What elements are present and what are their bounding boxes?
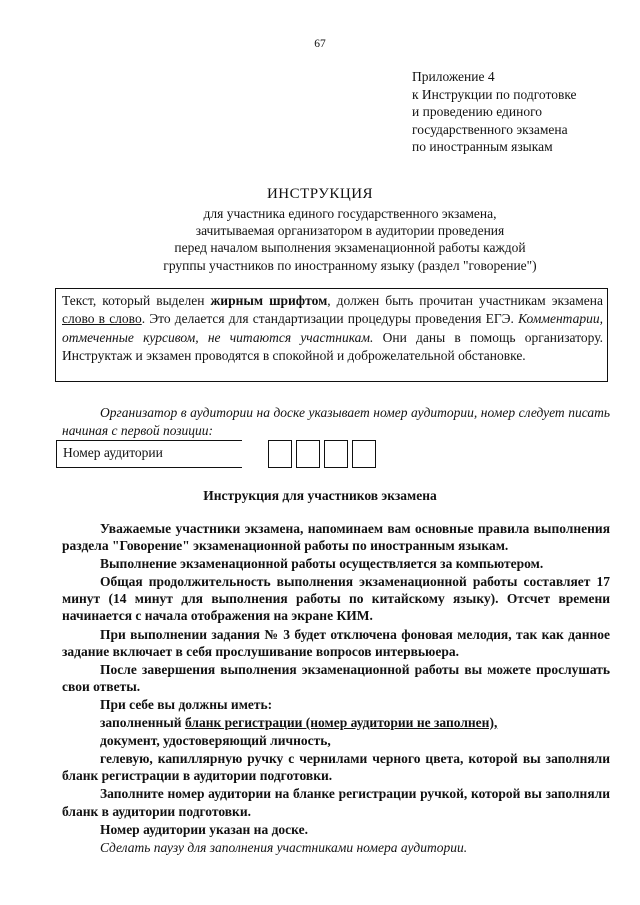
paragraph: документ, удостоверяющий личность, (100, 733, 331, 749)
appendix-line: Приложение 4 (412, 69, 495, 84)
paragraph: После завершения выполнения экзаменационной работы вы можете прослушать свои ответы. (62, 661, 610, 694)
paragraph: При себе вы должны иметь: (100, 696, 273, 712)
notice-bold-text: жирным шрифтом (210, 293, 328, 308)
subtitle-line: для участника единого государственного экзамена, (203, 206, 497, 221)
document-subtitle (90, 205, 610, 274)
appendix-line: государственного экзамена (412, 121, 568, 137)
paragraph: Заполните номер аудитории на бланке регистрации ручкой, которой вы заполняли бланк в аудитории подготовки. (62, 786, 610, 819)
organizer-note: Организатор в аудитории на доске указывает номер аудитории, номер следует писать начиная с первой позиции: (62, 405, 610, 438)
paragraph: Номер аудитории указан на доске. (100, 821, 308, 837)
notice-text: . Это делается для стандартизации процедуры проведения ЕГЭ. (141, 311, 519, 327)
appendix-header (412, 68, 577, 156)
room-number-label: Номер аудитории (56, 440, 242, 468)
paragraph-underlined-text: бланк регистрации (номер аудитории не заполнен), (184, 715, 498, 731)
paragraph (62, 714, 610, 731)
appendix-line: по иностранным языкам (412, 139, 553, 154)
room-number-cell[interactable] (296, 440, 320, 468)
paragraph: гелевую, капиллярную ручку с чернилами черного цвета, которой вы заполняли бланк регистрации в аудитории подготовки. (62, 751, 610, 784)
room-number-cell[interactable] (324, 440, 348, 468)
organizer-comment: Сделать паузу для заполнения участниками номера аудитории. (100, 839, 468, 855)
page-number: 67 (314, 38, 326, 50)
notice-text: , должен быть прочитан участникам экзамена (327, 293, 603, 308)
subtitle-line: перед началом выполнения экзаменационной работы каждой (174, 240, 526, 256)
notice-text: Текст, который выделен (62, 293, 211, 308)
room-number-cell[interactable] (268, 440, 292, 468)
appendix-line: и проведению единого (412, 104, 543, 119)
paragraph: Уважаемые участники экзамена, напоминаем вам основные правила выполнения раздела "Говорение" экзаменационной работы по иностранным языкам. (62, 521, 610, 554)
room-number-cell[interactable] (352, 440, 376, 468)
subtitle-line: зачитываемая организатором в аудитории проведения (195, 223, 505, 239)
notice-box (55, 288, 608, 382)
document-title: ИНСТРУКЦИЯ (266, 186, 374, 202)
notice-italic-text: Комментарии, отмеченные курсивом, не читаются участникам. (62, 311, 603, 345)
instruction-body (62, 520, 610, 856)
notice-text: Они даны в помощь организатору. Инструктаж и экзамен проводятся в спокойной и доброжелательной обстановке. (62, 329, 604, 363)
section-heading: Инструкция для участников экзамена (203, 488, 437, 503)
paragraph: Общая продолжительность выполнения экзаменационной работы составляет 17 минут (14 минут для выполнения работы по китайскому языку). Отсчет времени начинается с начала отображения на экране КИМ. (62, 574, 610, 624)
appendix-line: к Инструкции по подготовке (412, 86, 577, 102)
notice-underlined-text: слово в слово (62, 311, 142, 327)
subtitle-line: группы участников по иностранному языку (раздел "говорение") (163, 257, 537, 273)
paragraph: Выполнение экзаменационной работы осуществляется за компьютером. (100, 556, 544, 572)
paragraph-text: заполненный (100, 715, 185, 731)
paragraph: При выполнении задания № 3 будет отключена фоновая мелодия, так как данное задание включает в себя прослушивание вопросов интервьюера. (62, 626, 610, 659)
